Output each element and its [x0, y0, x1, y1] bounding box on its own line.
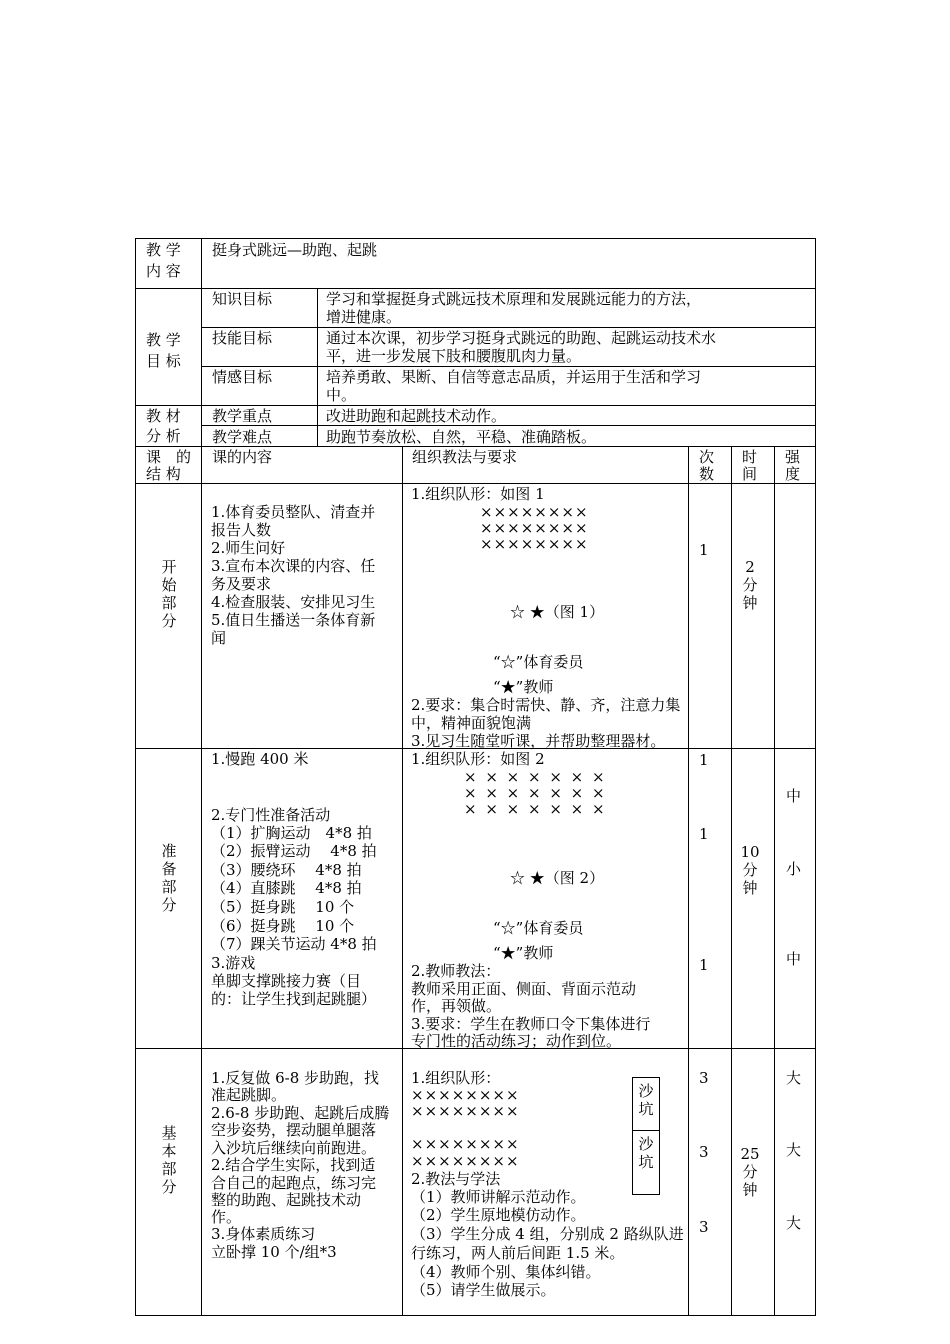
goal-skill-line-1: 通过本次课，初步学习挺身式跳远的助跑、起跳运动技术水 — [326, 329, 717, 347]
col-times-line-2: 数 — [699, 465, 715, 483]
main-content-line: 1.反复做 6-8 步助跑，找 — [211, 1069, 380, 1087]
goal-emotion-line-2: 中。 — [326, 386, 357, 404]
main-content-line: 3.身体素质练习 — [211, 1225, 316, 1243]
main-content-line: 整的助跑、起跳技术动 — [211, 1191, 362, 1209]
start-duration: 2 分 钟 — [742, 558, 758, 612]
group-row: ×××××××× — [411, 1135, 520, 1153]
prep-content-line: 3.游戏 — [211, 954, 256, 972]
main-method-line: （2）学生原地模仿动作。 — [411, 1206, 586, 1224]
goal-knowledge-line-2: 增进健康。 — [326, 308, 402, 326]
main-intensity: 大 — [786, 1141, 802, 1159]
start-content-line: 5.值日生播送一条体育新 — [211, 611, 376, 629]
sand-pit-label-b: 沙 坑 — [638, 1135, 654, 1171]
prep-content-line: （2）振臂运动 4*8 拍 — [211, 842, 377, 860]
goal-skill-line-2: 平，进一步发展下肢和腰腹肌肉力量。 — [326, 347, 582, 365]
col-content-header: 课的内容 — [212, 448, 273, 466]
main-content-line: 合自己的起跑点，练习完 — [211, 1174, 377, 1192]
main-times: 3 — [699, 1143, 709, 1161]
content-label-line-1: 教 学 — [146, 241, 181, 259]
main-method-line: （1）教师讲解示范动作。 — [411, 1188, 586, 1206]
legend-teacher: “★”教师 — [493, 678, 554, 696]
main-content-line: 空步姿势，摆动腿单腿落 — [211, 1121, 377, 1139]
key-point-value: 改进助跑和起跳技术动作。 — [326, 407, 507, 425]
prep-method-title: 1.组织队形：如图 2 — [411, 750, 545, 768]
difficulty-value: 助跑节奏放松、自然，平稳、准确踏板。 — [326, 428, 597, 446]
start-content-line: 闻 — [211, 629, 227, 647]
start-content-line: 3.宣布本次课的内容、任 — [211, 557, 376, 575]
goal-emotion-name: 情感目标 — [212, 368, 273, 386]
start-method-title: 1.组织队形：如图 1 — [411, 485, 545, 503]
col-times-line-1: 次 — [699, 448, 715, 466]
formation-row: × × × × × × × — [464, 784, 607, 802]
goal-skill-name: 技能目标 — [212, 329, 273, 347]
main-method-line: 行练习，两人前后间距 1.5 米。 — [411, 1244, 625, 1262]
legend-teacher: “★”教师 — [493, 944, 554, 962]
prep-duration: 10 分 钟 — [740, 843, 760, 897]
main-intensity: 大 — [786, 1069, 802, 1087]
goal-knowledge-name: 知识目标 — [212, 290, 273, 308]
start-content-line: 务及要求 — [211, 575, 272, 593]
section-start-name: 开 始 部 分 — [161, 558, 177, 630]
goals-label-line-2: 目 标 — [146, 352, 181, 370]
prep-method-line: 作，再领做。 — [411, 997, 502, 1015]
col-intensity-line-2: 度 — [785, 465, 801, 483]
section-prep-name: 准 备 部 分 — [161, 842, 177, 914]
group-row: ×××××××× — [411, 1102, 520, 1120]
formation-row: × × × × × × × — [464, 800, 607, 818]
start-content-line: 1.体育委员整队、清查并 — [211, 503, 376, 521]
main-content-line: 2.6-8 步助跑、起跳后成腾 — [211, 1104, 390, 1122]
lesson-title: 挺身式跳远—助跑、起跳 — [212, 241, 378, 259]
prep-content-line: （1）扩胸运动 4*8 拍 — [211, 824, 372, 842]
legend-monitor: “☆”体育委员 — [493, 653, 584, 671]
start-times: 1 — [699, 541, 709, 559]
col-structure-line-1: 课 的 — [146, 448, 192, 466]
key-point-label: 教学重点 — [212, 407, 273, 425]
col-duration-line-1: 时 — [742, 448, 758, 466]
prep-content-line: 2.专门性准备活动 — [211, 806, 331, 824]
analysis-label-line-1: 教 材 — [146, 407, 181, 425]
col-duration-line-2: 间 — [742, 465, 758, 483]
prep-times: 1 — [699, 956, 709, 974]
main-content-line: 2.结合学生实际，找到适 — [211, 1156, 376, 1174]
prep-method-line: 教师采用正面、侧面、背面示范动 — [411, 980, 637, 998]
goals-label-line-1: 教 学 — [146, 331, 181, 349]
main-content-line: 准起跳脚。 — [211, 1086, 287, 1104]
formation-row: ×××××××× — [480, 519, 589, 537]
legend-monitor: “☆”体育委员 — [493, 919, 584, 937]
col-intensity-line-1: 强 — [785, 448, 801, 466]
sand-pit-label-a: 沙 坑 — [638, 1082, 654, 1118]
prep-method-line: 专门性的活动练习；动作到位。 — [411, 1032, 622, 1050]
prep-content-line: （5）挺身跳 10 个 — [211, 898, 355, 916]
figure-1-caption: ☆ ★（图 1） — [510, 603, 605, 621]
prep-content-line: （7）踝关节运动 4*8 拍 — [211, 935, 377, 953]
prep-content-line: （3）腰绕环 4*8 拍 — [211, 861, 362, 879]
prep-intensity: 中 — [786, 787, 802, 805]
prep-content-line: （4）直膝跳 4*8 拍 — [211, 879, 362, 897]
main-method-line: （5）请学生做展示。 — [411, 1281, 556, 1299]
difficulty-label: 教学难点 — [212, 428, 273, 446]
start-content-line: 4.检查服装、安排见习生 — [211, 593, 376, 611]
main-method-line: 2.教法与学法 — [411, 1170, 501, 1188]
analysis-label-line-2: 分 析 — [146, 427, 181, 445]
prep-times: 1 — [699, 751, 709, 769]
col-method-header: 组织教法与要求 — [412, 448, 518, 466]
start-method-line: 2.要求：集合时需快、静、齐，注意力集 — [411, 696, 681, 714]
group-row: ×××××××× — [411, 1086, 520, 1104]
section-main-name: 基 本 部 分 — [161, 1124, 177, 1196]
main-times: 3 — [699, 1218, 709, 1236]
formation-row: ×××××××× — [480, 503, 589, 521]
start-method-line: 3.见习生随堂听课，并帮助整理器材。 — [411, 732, 666, 750]
start-content-line: 报告人数 — [211, 521, 272, 539]
main-content-line: 立卧撑 10 个/组*3 — [211, 1243, 337, 1261]
main-content-line: 入沙坑后继续向前跑进。 — [211, 1139, 377, 1157]
prep-content-line: 单脚支撑跳接力赛（目 — [211, 972, 362, 990]
formation-row: × × × × × × × — [464, 768, 607, 786]
main-method-title: 1.组织队形： — [411, 1069, 501, 1087]
start-content-line: 2.师生问好 — [211, 539, 286, 557]
prep-intensity: 小 — [786, 860, 802, 878]
goal-knowledge-line-1: 学习和掌握挺身式跳远技术原理和发展跳远能力的方法， — [326, 290, 702, 308]
main-times: 3 — [699, 1069, 709, 1087]
prep-times: 1 — [699, 825, 709, 843]
content-label-line-2: 内 容 — [146, 262, 181, 280]
main-intensity: 大 — [786, 1214, 802, 1232]
goal-emotion-line-1: 培养勇敢、果断、自信等意志品质，并运用于生活和学习 — [326, 368, 702, 386]
col-structure-line-2: 结 构 — [146, 465, 181, 483]
prep-intensity: 中 — [786, 950, 802, 968]
start-method-line: 中，精神面貌饱满 — [411, 714, 532, 732]
prep-content-top: 1.慢跑 400 米 — [211, 750, 309, 768]
group-row: ×××××××× — [411, 1152, 520, 1170]
formation-row: ×××××××× — [480, 535, 589, 553]
prep-method-line: 2.教师教法： — [411, 962, 501, 980]
prep-content-line: 的：让学生找到起跳腿） — [211, 990, 377, 1008]
main-method-line: （4）教师个别、集体纠错。 — [411, 1263, 601, 1281]
main-method-line: （3）学生分成 4 组，分别成 2 路纵队进 — [411, 1225, 684, 1243]
prep-method-line: 3.要求：学生在教师口令下集体进行 — [411, 1015, 651, 1033]
main-duration: 25 分 钟 — [740, 1145, 760, 1199]
prep-content-line: （6）挺身跳 10 个 — [211, 917, 355, 935]
figure-2-caption: ☆ ★（图 2） — [510, 869, 605, 887]
main-content-line: 作。 — [211, 1208, 242, 1226]
